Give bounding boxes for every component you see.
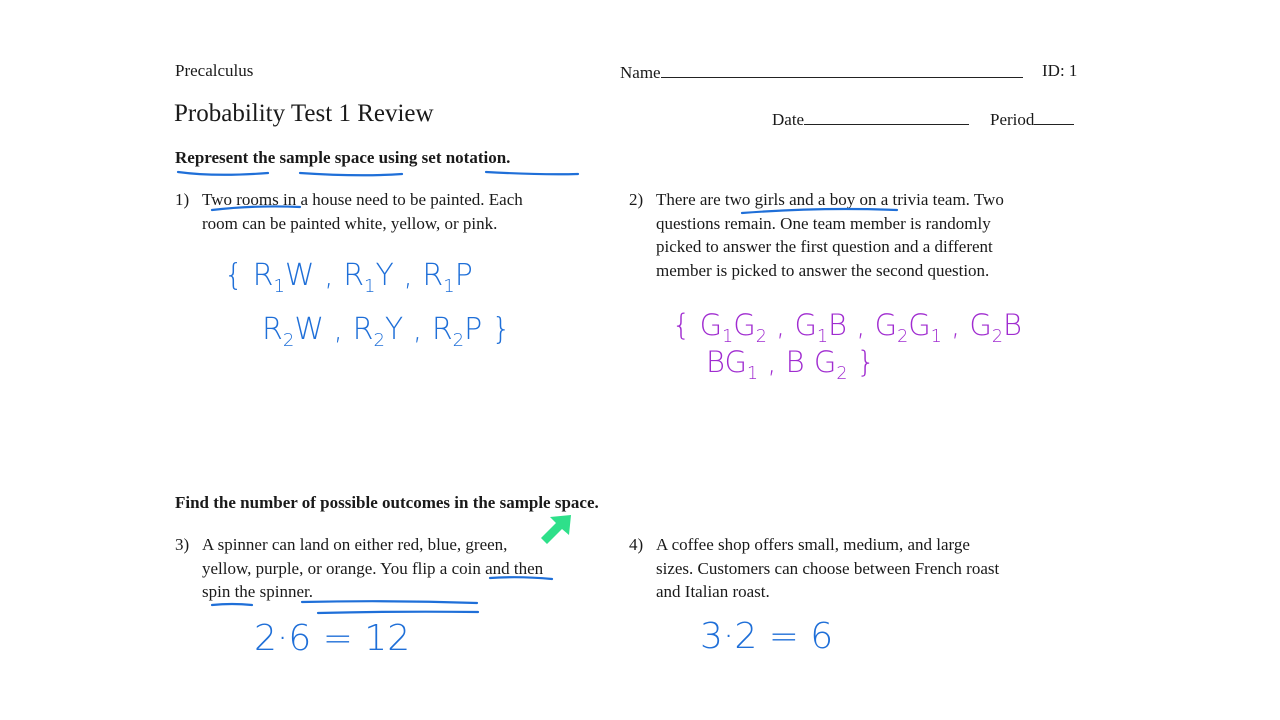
id-label: ID: 1 [1042,61,1078,80]
handwritten-answer-4: 3·2 = 6 [700,616,834,657]
question-2 [629,188,1014,283]
question-3 [175,533,560,604]
page-title: Probability Test 1 Review [174,100,434,127]
arrow-pointer-icon [535,513,575,553]
underline-set-notation [486,172,578,174]
question-4 [629,533,1009,604]
underline-a-coin [212,604,252,605]
section-instruction-count-outcomes: Find the number of possible outcomes in the sample space. [175,493,599,512]
question-number: 1) [175,190,190,209]
period-blank[interactable] [1034,108,1074,125]
question-1 [175,188,555,235]
handwritten-answer-1-line2: $R_2W$ , $R_2Y$ , $R_2P$ } [262,312,511,351]
name-field[interactable] [620,61,1023,83]
question-number: 3) [175,535,190,554]
question-text: A coffee shop offers small, medium, and large sizes. Customers can choose between French roast and Italian roast. [656,535,1000,602]
period-label: Period [990,110,1035,129]
handwritten-answer-1-line1: { $R_1W$ , $R_1Y$ , $R_1P$ [224,258,473,297]
question-number: 2) [629,190,644,209]
question-text: Two rooms in a house need to be painted. Each room can be painted white, yellow, or pink. [202,190,523,233]
date-label: Date [772,110,805,129]
question-number: 4) [629,535,644,554]
section-instruction-set-notation: Represent the sample space using set notation. [175,148,511,167]
handwritten-answer-2-line2: $BG_1$ , B $G_2$ } [706,345,876,384]
name-label: Name [620,63,661,82]
handwritten-answer-2-line1: { $G_1G_2$ , $G_1B$ , $G_2G_1$ , $G_2B$ [672,308,1022,347]
period-field[interactable] [990,108,1074,130]
underline-spin-the-spinner-2 [318,612,478,613]
date-field[interactable] [772,108,969,130]
course-name: Precalculus [175,61,254,80]
question-text: A spinner can land on either red, blue, green, yellow, purple, or orange. You flip a coin and then spin the spinner. [202,535,544,602]
underline-sample-space [300,173,402,175]
date-blank[interactable] [804,108,969,125]
handwritten-answer-3: 2·6 = 12 [254,618,411,659]
underline-represent [178,172,268,175]
question-text: There are two girls and a boy on a trivia team. Two questions remain. One team member is randomly picked to answer the first question and a different member is picked to answer the second question. [656,190,1004,281]
name-blank[interactable] [661,61,1023,78]
